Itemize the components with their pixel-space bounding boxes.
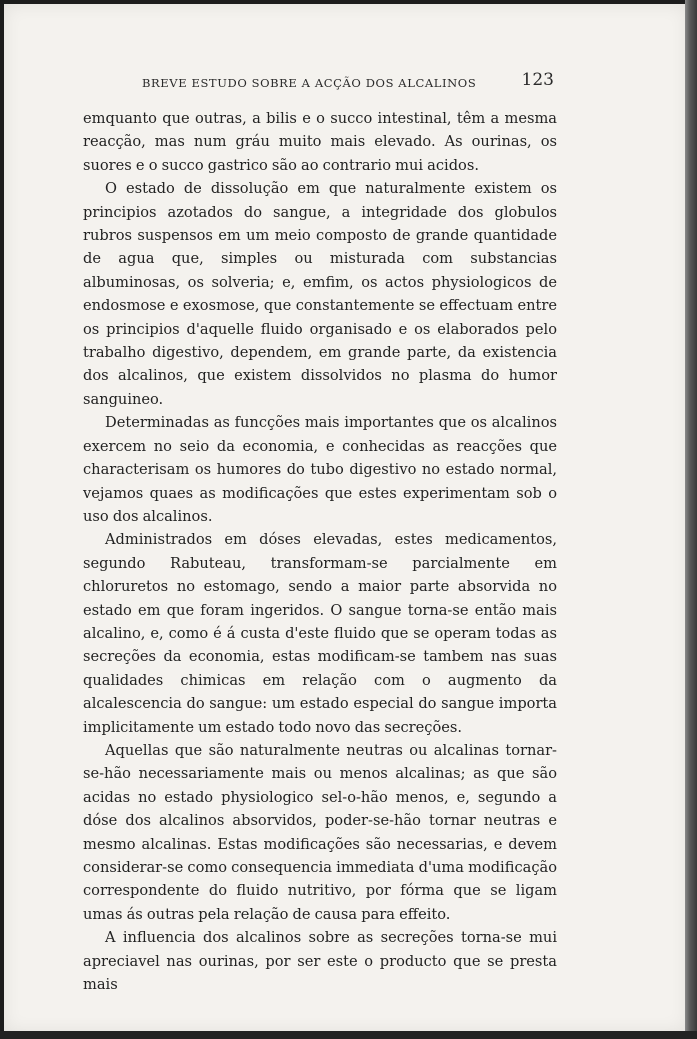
bottom-edge-shadow [0,1031,697,1039]
paragraph-continuation: emquanto que outras, a bilis e o succo intestinal, têm a mesma reacção, mas num gráu muito mais elevado. As ourinas, os suores e o succo gastrico são ao contrario mui acidos. [83,110,557,174]
paragraph: Determinadas as funcções mais importantes que os alcalinos exercem no seio da economia, e conhecidas as reacções que characterisam os humores do tubo digestivo no estado normal, vejamos quaes as modificações que estes experimentam sob o uso dos alcalinos. [83,414,557,525]
page-number: 123 [521,70,554,90]
page-edge-shadow [685,0,697,1039]
body-text [83,107,557,996]
paragraph: O estado de dissolução em que naturalmente existem os principios azotados do sangue, a integridade dos globulos rubros suspensos em um meio composto de grande quantidade de agua que, simples ou misturada com substancias albuminosas, os solveria; e, emfim, os actos physiologicos de endosmose e exosmose, que constantemente se effectuam entre os principios d'aquelle fluido organisado e os elaborados pelo trabalho digestivo, dependem, em grande parte, da existencia dos alcalinos, que existem dissolvidos no plasma do humor sanguineo. [83,180,557,408]
page-header [142,70,554,94]
paragraph: Aquellas que são naturalmente neutras ou alcalinas tornar-se-hão necessariamente mais ou menos alcalinas; as que são acidas no estado physiologico sel-o-hão menos, e, segundo a dóse dos alcalinos absorvidos, poder-se-hão tornar neutras e mesmo alcalinas. Estas modificações são necessarias, e devem considerar-se como consequencia immediata d'uma modificação correspondente do fluido nutritivo, por fórma que se ligam umas ás outras pela relação de causa para effeito. [83,741,557,923]
paper-sheet [4,4,687,1032]
paragraph: A influencia dos alcalinos sobre as secreções torna-se mui apreciavel nas ourinas, por ser este o producto que se presta mais [83,929,557,994]
paragraph: Administrados em dóses elevadas, estes medicamentos, segundo Rabuteau, transformam-se parcialmente em chloruretos no estomago, sendo a maior parte absorvida no estado em que foram ingeridos. O sangue torna-se então mais alcalino, e, como é á custa d'este fluido que se operam todas as secreções da economia, estas modificam-se tambem nas suas qualidades chimicas em relação com o augmento da alcalescencia do sangue: um estado especial do sangue importa implicitamente um estado todo novo das secreções. [83,531,557,736]
running-title: BREVE ESTUDO SOBRE A ACÇÃO DOS ALCALINOS [142,76,477,90]
